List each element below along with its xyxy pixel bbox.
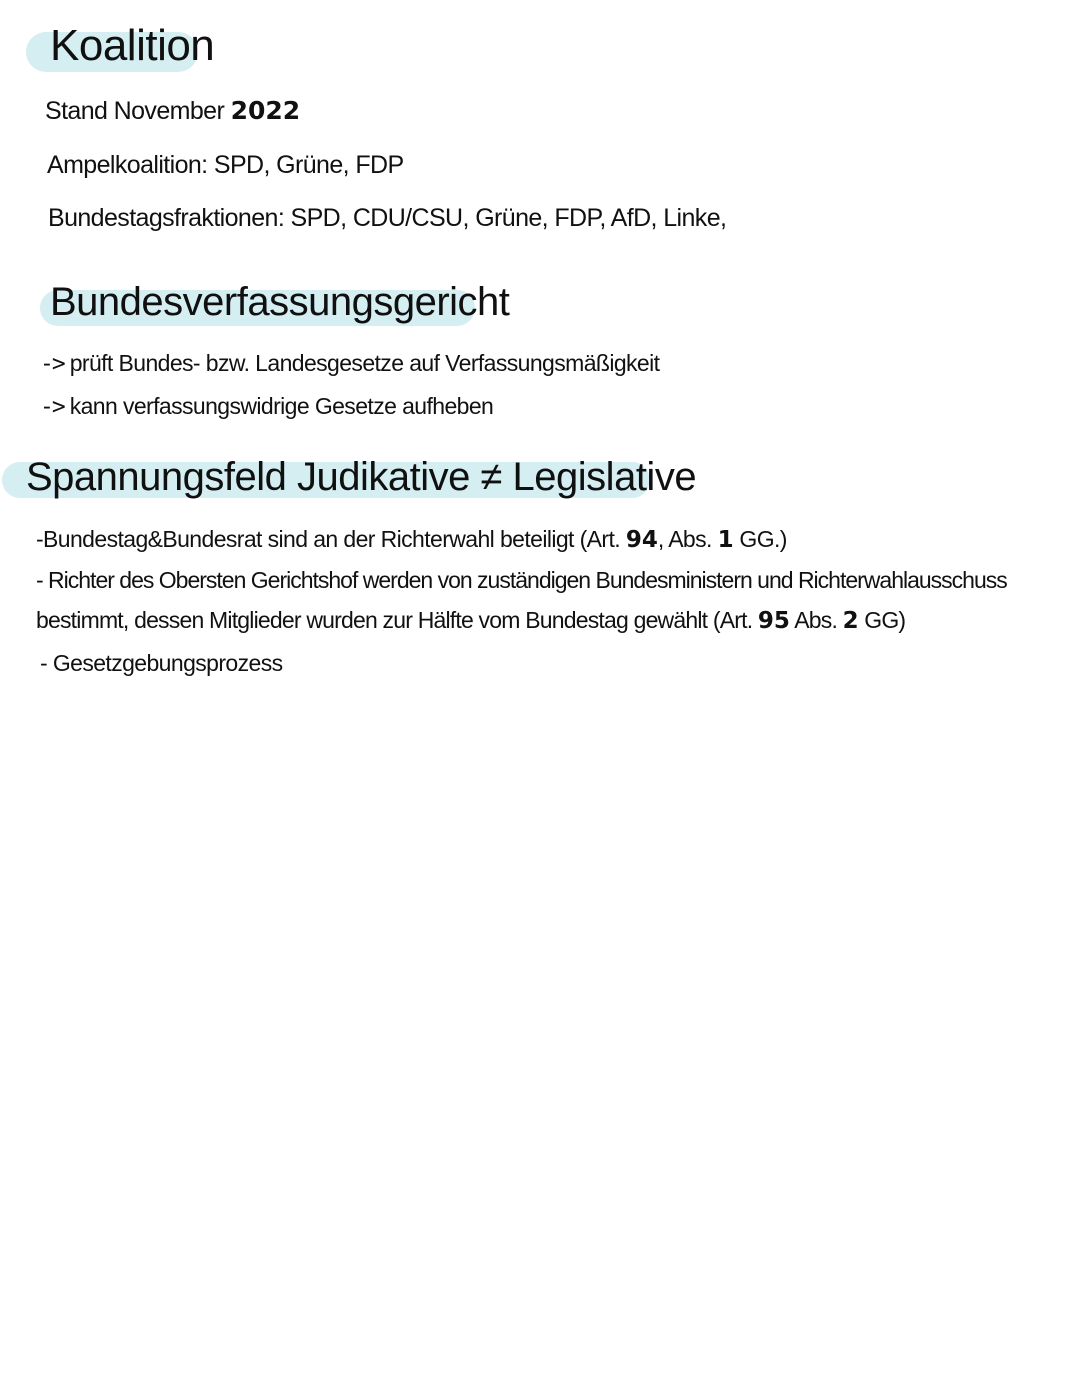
stand-label: Stand November: [45, 97, 225, 125]
arrow-icon: ->: [40, 351, 64, 377]
abs-number: 2: [842, 608, 859, 634]
spannungsfeld-line-3-text: bestimmt, dessen Mitglieder wurden zur Hälfte vom Bundestag gewählt (Art.: [36, 607, 753, 633]
law-ref: GG): [864, 607, 906, 633]
abs-number: 1: [717, 527, 734, 553]
heading-spannungsfeld: Spannungsfeld Judikative ≠ Legislative: [26, 455, 697, 499]
stand-line: [45, 96, 300, 126]
article-number: 94: [625, 527, 658, 553]
ampelkoalition-line: Ampelkoalition: SPD, Grüne, FDP: [47, 151, 404, 179]
bverfg-item-1-text: prüft Bundes- bzw. Landesgesetze auf Verfassungsmäßigkeit: [69, 350, 660, 376]
bverfg-item-2-text: kann verfassungswidrige Gesetze aufheben: [69, 393, 494, 419]
spannungsfeld-line-1: -Bundestag&Bundesrat sind an der Richterwahl beteiligt (Art. 94, Abs. 1 GG.): [36, 526, 787, 553]
bundestagsfraktionen-line: Bundestagsfraktionen: SPD, CDU/CSU, Grüne, FDP, AfD, Linke,: [48, 204, 727, 232]
arrow-icon: ->: [40, 394, 64, 420]
spannungsfeld-line-3: [36, 605, 905, 636]
article-number: 95: [757, 608, 790, 634]
spannungsfeld-line-1-text: -Bundestag&Bundesrat sind an der Richterwahl beteiligt (Art.: [36, 526, 621, 552]
bverfg-item-2: [40, 391, 493, 422]
spannungsfeld-line-4: - Gesetzgebungsprozess: [40, 650, 283, 676]
abs-label: Abs.: [794, 607, 838, 633]
heading-bundesverfassungsgericht: Bundesverfassungsgericht: [50, 280, 510, 324]
abs-label: Abs.: [668, 526, 712, 552]
stand-year: 2022: [230, 96, 301, 125]
heading-koalition: Koalition: [50, 21, 215, 70]
spannungsfeld-line-2: - Richter des Obersten Gerichtshof werden von zuständigen Bundesministern und Richterwahlausschuss: [36, 567, 1007, 593]
law-ref: GG.): [739, 526, 787, 552]
bverfg-item-1: [40, 348, 659, 379]
